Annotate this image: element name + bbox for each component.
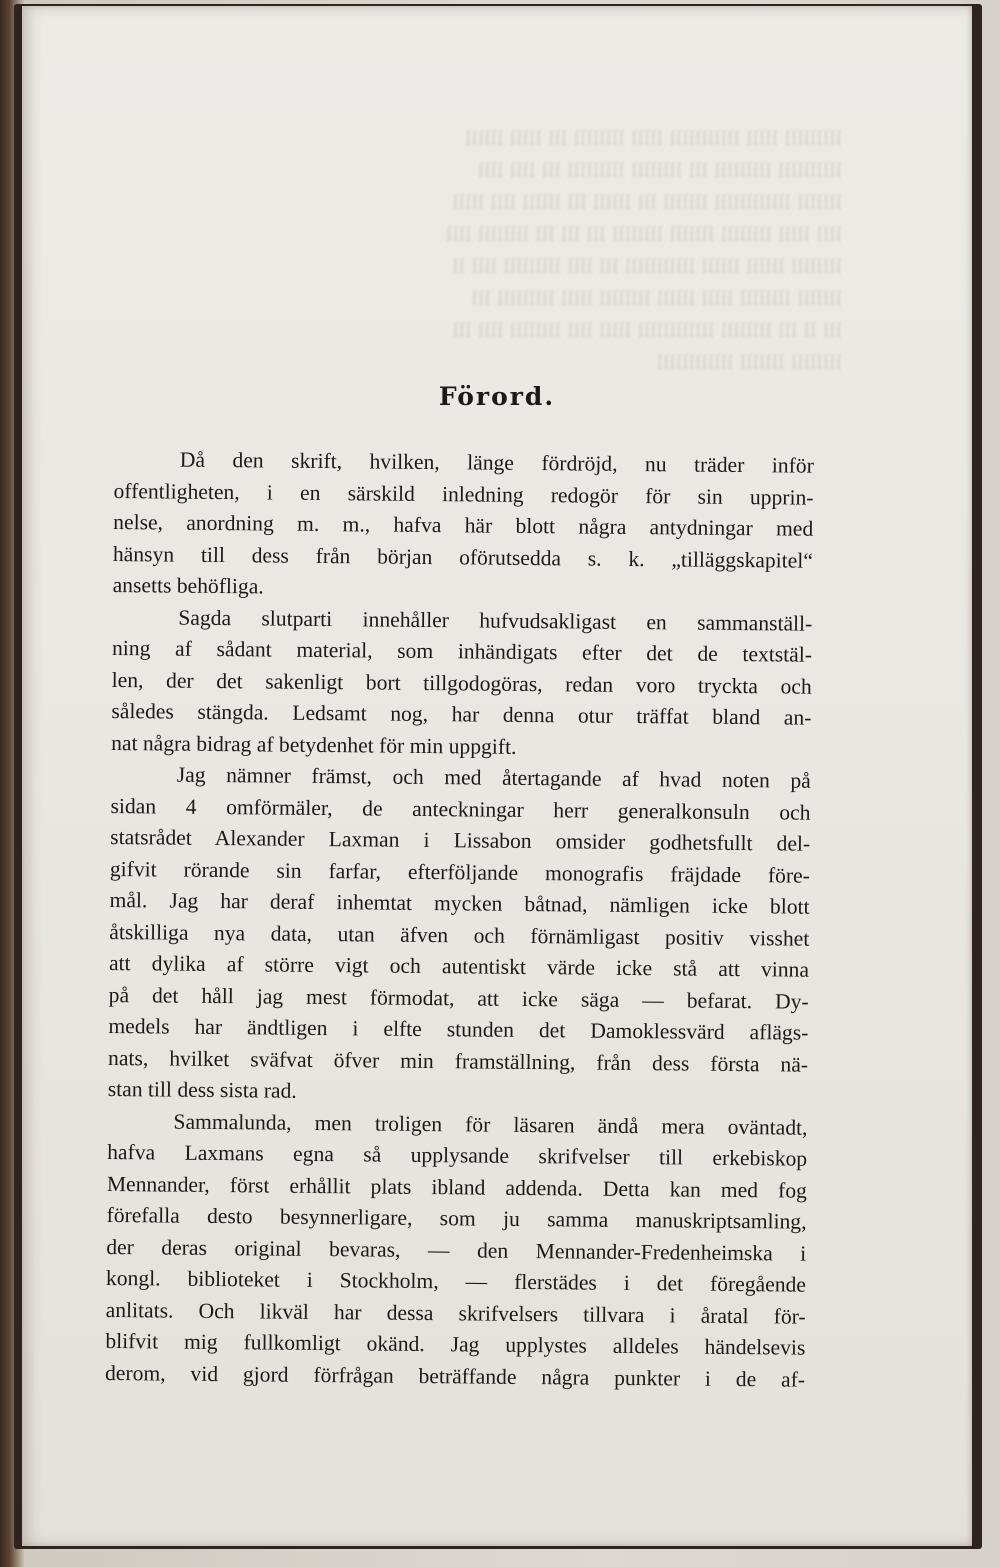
text-line: Sagda slutparti innehåller hufvudsakligast en sammanställ-	[178, 605, 813, 636]
text-line: nat några bidrag af betydenhet för min uppgift.	[111, 730, 517, 759]
text-line: Sammalunda, men troligen för läsaren ändå mera oväntadt,	[173, 1109, 808, 1140]
text-line: derom, vid gjord förfrågan beträffande några punkter i de af-	[104, 1360, 806, 1392]
text-line: gifvit rörande sin farfar, efterföljande monografis fräjdade före-	[109, 856, 811, 888]
text-line: blifvit mig fullkomligt okänd. Jag upplystes alldeles händelsevis	[105, 1328, 806, 1360]
book-page	[22, 6, 972, 1546]
text-line: anlitats. Och likväl har dessa skrifvelsers tillvara i åratal för-	[105, 1297, 806, 1329]
text-line: offentligheten, i en särskild inledning redogör för sin upprin-	[113, 478, 814, 510]
text-line: åtskilliga nya data, utan äfven och förnämligast positiv visshet	[109, 919, 810, 951]
text-line: der deras original bevaras, — den Mennander-Fredenheimska i	[106, 1234, 807, 1266]
text-line: Mennander, först erhållit plats ibland addenda. Detta kan med fog	[106, 1171, 807, 1203]
text-line: statsrådet Alexander Laxman i Lissabon omsider godhetsfullt del-	[110, 824, 811, 856]
text-line: således stängda. Ledsamt nog, har denna otur träffat bland an-	[111, 698, 812, 730]
text-line: stan till dess sista rad.	[107, 1076, 297, 1103]
show-through-text: lllllllll lllll lllllllllll lllll llllllll lll lllll llllll llllllllll lllllllll lll llllllll lllllllll lll llll llll lllllll llllllllllll lllllll lll llllll lll llllll llll lllll llll lllll llllllll lllllll llllllll lll lll lll llllllll llll llllllll llllll llllll lllllllllll lll llll lllllllll llll ll lllllll llllllll lllll llllll llllllll lllll lllllllll lll lll ll lll llllllll llllllllllll lllll llll llllllll llll lll llllllll lllllll llllllllllll	[445, 126, 842, 374]
text-line: nelse, anordning m. m., hafva här blott några antydningar med	[113, 509, 814, 541]
text-line: Jag nämner främst, och med återtagande af hvad noten på	[176, 762, 811, 793]
text-line: förefalla desto besynnerligare, som ju samma manuskriptsamling,	[106, 1202, 807, 1234]
text-line: len, der det sakenligt bort tillgodogöras, redan voro tryckta och	[111, 667, 812, 699]
text-line: på det håll jag mest förmodat, att icke säga — befarat. Dy-	[108, 982, 809, 1014]
chapter-title: Förord.	[438, 382, 556, 411]
text-line: ansetts behöfliga.	[112, 572, 264, 599]
text-line: hänsyn till dess från början oförutsedda s. k. „tilläggskapitel“	[112, 541, 814, 573]
text-line: hafva Laxmans egna så upplysande skrifvelser till erkebiskop	[107, 1139, 808, 1171]
text-line: medels har ändtligen i elfte stunden det Damoklessvärd aflägs-	[108, 1013, 809, 1045]
text-line: nats, hvilket sväfvat öfver min framställning, från dess första nä-	[107, 1045, 809, 1077]
text-line: kongl. biblioteket i Stockholm, — flerstädes i det föregående	[105, 1265, 807, 1297]
text-line: mål. Jag har deraf inhemtat mycken båtnad, nämligen icke blott	[109, 887, 810, 919]
text-line: sidan 4 omförmäler, de anteckningar herr generalkonsuln och	[110, 793, 811, 825]
text-line: Då den skrift, hvilken, länge fördröjd, nu träder inför	[179, 447, 814, 478]
body-text	[105, 444, 814, 1396]
text-line: ning af sådant material, som inhändigats efter det de textstäl-	[111, 635, 813, 667]
text-line: att dylika af större vigt och autentiskt värde icke stå att vinna	[108, 950, 810, 982]
